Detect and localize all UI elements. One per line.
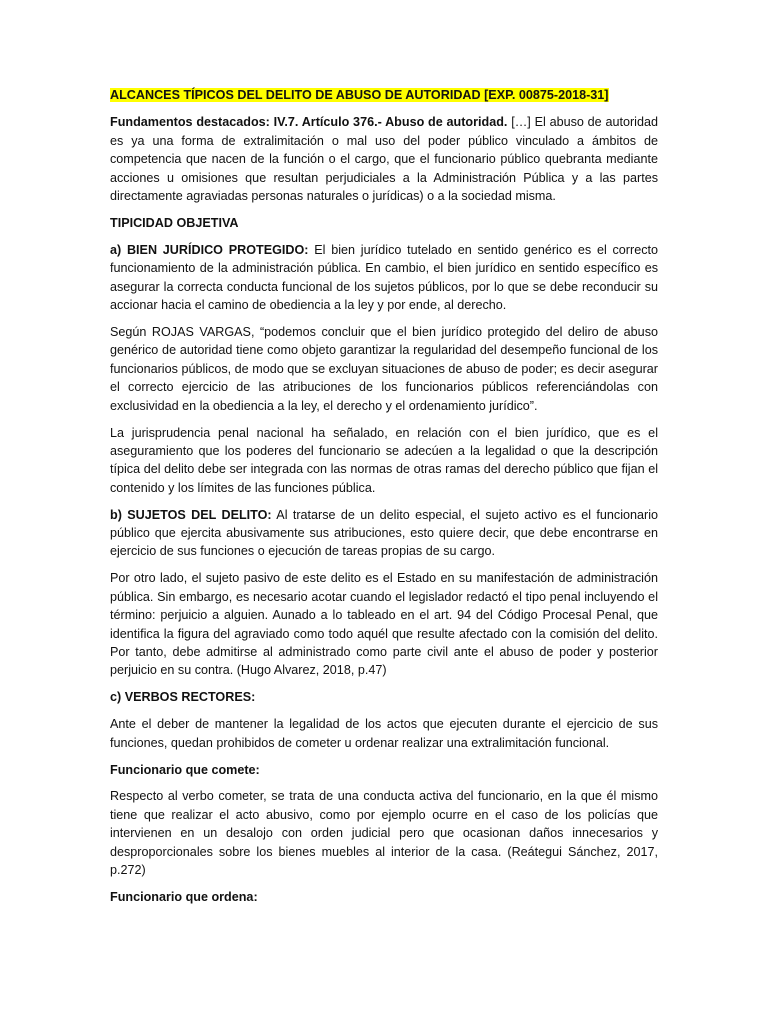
intro-text: […] El abuso de autoridad es ya una forma de extralimitación o mal uso del poder público vinculado a ámbitos de competencia que nacen de la función o el cargo, que el funcionario público quebranta mediante acciones u omisiones que resultan perjudiciales a la Administración Pública y a las partes directamente agraviadas personas naturales o jurídicas) o a la sociedad misma. [110,115,658,204]
title-highlight: ALCANCES TÍPICOS DEL DELITO DE ABUSO DE AUTORIDAD [EXP. 00875-2018-31] [110,88,609,102]
sujetos-text: Al tratarse de un delito especial, el sujeto activo es el funcionario público que ejercita abusivamente sus atribuciones, esto quiere decir, que debe encontrarse en ejercicio de sus funciones o ejecución de tareas propias de su cargo. [110,507,658,559]
intro-paragraph [110,113,658,205]
document-title [110,86,658,104]
comete-paragraph: Respecto al verbo cometer, se trata de una conducta activa del funcionario, en la que él mismo tiene que realizar el acto abusivo, como por ejemplo ocurre en el caso de los policías que intervienen en un desalojo con orden judicial pero que ocasionan daños innecesarios y desproporcionales sobre los bienes muebles al interior de la casa. (Reátegui Sánchez, 2017, p.272) [110,789,658,878]
jurisprudencia-paragraph: La jurisprudencia penal nacional ha señalado, en relación con el bien jurídico, que es el aseguramiento que los poderes del funcionario se adecúen a la legalidad o que la descripción típica del delito debe ser integrada con las normas de otras ramas del derecho público que fijan el contenido y los límites de las funciones pública. [110,425,658,495]
heading-tipicidad: TIPICIDAD OBJETIVA [110,215,239,230]
document-page [110,86,658,915]
heading-comete: Funcionario que comete: [110,762,260,777]
sujetos-paragraph [110,506,658,561]
verbos-paragraph: Ante el deber de mantener la legalidad de los actos que ejecuten durante el ejercicio de sus funciones, quedan prohibidos de cometer u ordenar realizar una extralimitación funcional. [110,717,658,750]
bien-juridico-paragraph [110,241,658,315]
heading-verbos: c) VERBOS RECTORES: [110,690,256,705]
sujeto-pasivo-paragraph: Por otro lado, el sujeto pasivo de este delito es el Estado en su manifestación de administración pública. Sin embargo, es necesario acotar cuando el legislador redactó el tipo penal incluyendo el término: perjuicio a alguien. Aunado a lo tableado en el art. 94 del Código Procesal Penal, que identifica la figura del agraviado como todo aquél que resulte afectado con la comisión del delito. Por tanto, debe admitirse al administrado como parte civil ante el abuso de poder y posterior perjuicio en su contra. (Hugo Alvarez, 2018, p.47) [110,571,658,678]
sujetos-lead: b) SUJETOS DEL DELITO: [110,507,272,522]
rojas-vargas-paragraph: Según ROJAS VARGAS, “podemos concluir que el bien jurídico protegido del deliro de abuso genérico de autoridad tiene como objeto garantizar la regularidad del desempeño funcional de los funcionarios públicos, de modo que se excluyan situaciones de abuso de poder; es decir asegurar el correcto ejercicio de las atribuciones de los funcionarios públicos referenciándolas con exclusividad en la obediencia a la ley, el derecho y el ordenamiento jurídico”. [110,324,658,413]
bien-juridico-text: El bien jurídico tutelado en sentido genérico es el correcto funcionamiento de la administración pública. En cambio, el bien jurídico en sentido específico es asegurar la correcta conducta funcional de los sujetos públicos, por lo que se debe reconducir su accionar hacia el camino de obediencia a la ley y por ende, al derecho. [110,242,658,313]
heading-ordena: Funcionario que ordena: [110,889,258,904]
intro-lead: Fundamentos destacados: IV.7. Artículo 376.- Abuso de autoridad. [110,115,508,130]
bien-juridico-lead: a) BIEN JURÍDICO PROTEGIDO: [110,242,309,257]
